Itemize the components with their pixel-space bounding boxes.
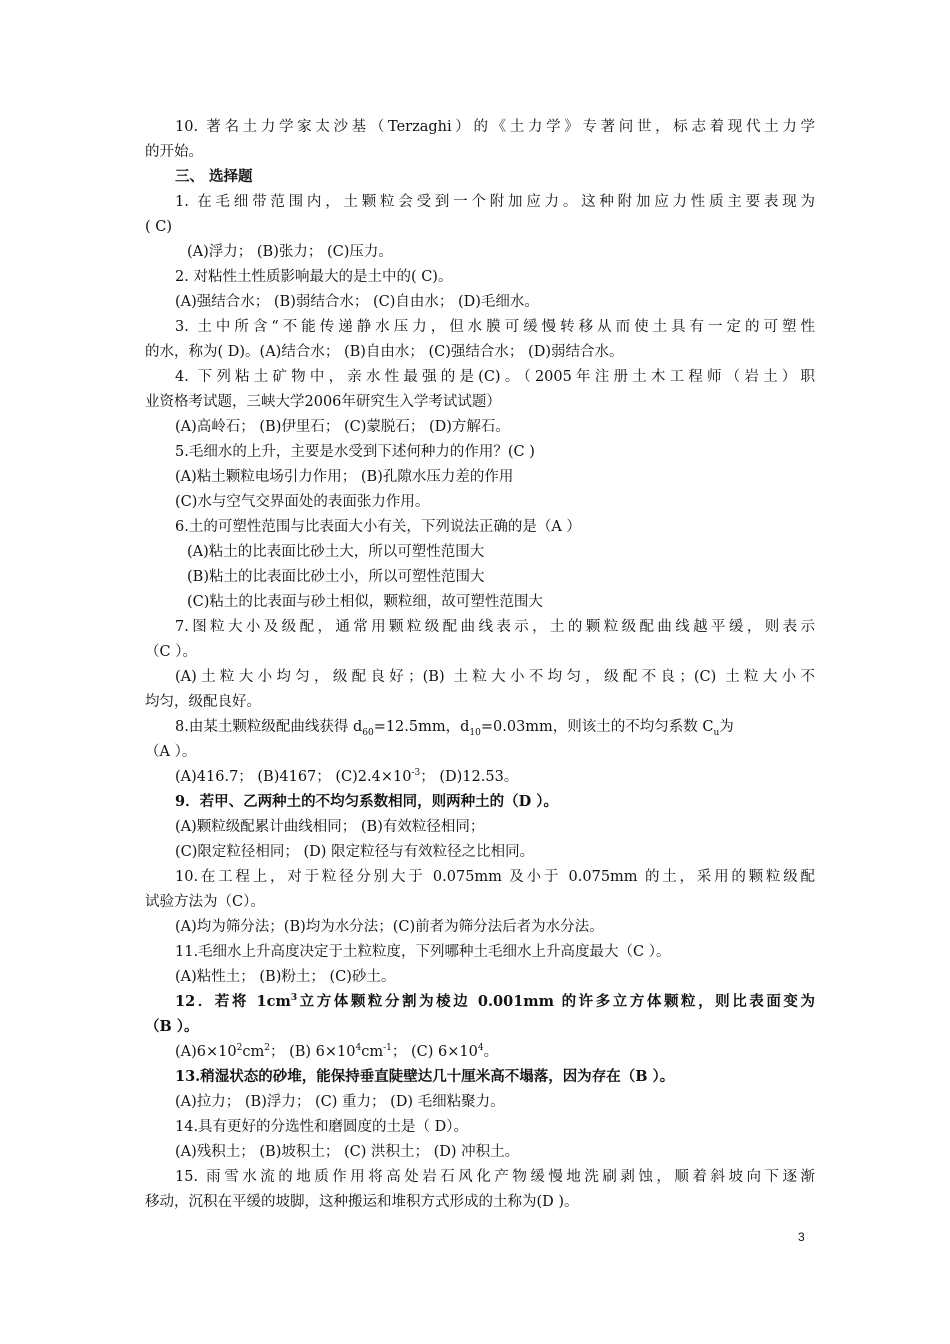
options-line: (A)颗粒级配累计曲线相同； (B)有效粒径相同；	[175, 819, 485, 835]
options-line: (A)强结合水； (B)弱结合水； (C)自由水； (D)毛细水。	[175, 294, 539, 310]
question-3: 3. 土中所含“不能传递静水压力，但水膜可缓慢转移从而使土具有一定的可塑性	[175, 319, 815, 335]
page-number: 3	[798, 1230, 805, 1244]
text-line: ( C)	[145, 219, 173, 235]
question-5: 5.毛细水的上升，主要是水受到下述何种力的作用？(C )	[175, 444, 535, 460]
question-6: 6.土的可塑性范围与比表面大小有关，下列说法正确的是（A ）	[175, 519, 581, 535]
text-line: 10. 著名土力学家太沙基（Terzaghi）的《土力学》专著问世，标志着现代土力学	[175, 119, 815, 135]
text-line: （B ）。	[145, 1018, 199, 1035]
options-line: (A)残积土； (B)坡积土； (C) 洪积土； (D) 冲积土。	[175, 1144, 520, 1160]
text-line: 的开始。	[145, 144, 203, 160]
options-line: (A)粘土颗粒电场引力作用； (B)孔隙水压力差的作用	[175, 469, 514, 485]
question-12: 12．若将 $1cm^3$立方体颗粒分割为棱边 0.001mm 的许多立方体颗粒，则比表面变为	[175, 993, 815, 1010]
options-line: (B)粘土的比表面比砂土小，所以可塑性范围大	[187, 569, 485, 585]
section-heading: 三、 选择题	[175, 168, 253, 185]
options-line: (A)拉力； (B)浮力； (C) 重力； (D) 毛细粘聚力。	[175, 1094, 505, 1110]
question-4: 4. 下列粘土矿物中，亲水性最强的是(C)。（2005年注册土木工程师（岩土）职	[175, 369, 815, 385]
options-line: (A)均为筛分法；(B)均为水分法；(C)前者为筛分法后者为水分法。	[175, 919, 604, 935]
text-line: 业资格考试题，三峡大学2006年研究生入学考试试题）	[145, 394, 501, 410]
question-13: 13.稍湿状态的砂堆，能保持垂直陡壁达几十厘米高不塌落，因为存在（B ）。	[175, 1068, 675, 1085]
options-line: (C)水与空气交界面处的表面张力作用。	[175, 494, 430, 510]
options-line: (A)高岭石； (B)伊里石； (C)蒙脱石； (D)方解石。	[175, 419, 510, 435]
options-line: (A)土粒大小均匀，级配良好；(B) 土粒大小不均匀，级配不良；(C) 土粒大小不	[175, 669, 815, 685]
question-2: 2. 对粘性土性质影响最大的是土中的( C)。	[175, 269, 453, 285]
question-14: 14.具有更好的分选性和磨圆度的土是（ D）。	[175, 1119, 469, 1135]
question-1: 1. 在毛细带范围内，土颗粒会受到一个附加应力。这种附加应力性质主要表现为	[175, 194, 815, 210]
text-line: 的水，称为( D)。(A)结合水； (B)自由水； (C)强结合水； (D)弱结合水。	[145, 344, 624, 360]
options-line: (A)粘性土； (B)粉土； (C)砂土。	[175, 969, 396, 985]
text-line: （C ）。	[145, 644, 197, 660]
options-line: (A)浮力； (B)张力； (C)压力。	[187, 244, 393, 260]
options-line: (A)416.7； (B)4167； $(C)2.4\times 10^{-3}$； (D)12.53。	[175, 768, 519, 785]
text-line: 试验方法为（C）。	[145, 894, 265, 910]
options-line: $(A)6\times 10^2cm^2$； (B) $6\times 10^4cm^{-1}$； (C) $6\times 10^4$。	[175, 1043, 499, 1060]
question-10: 10.在工程上，对于粒径分别大于 0.075mm 及小于 0.075mm 的土，采用的颗粒级配	[175, 869, 815, 885]
text-line: 移动，沉积在平缓的坡脚，这种搬运和堆积方式形成的土称为(D )。	[145, 1194, 579, 1210]
text-line: （A ）。	[145, 744, 197, 760]
question-7: 7.图粒大小及级配，通常用颗粒级配曲线表示，土的颗粒级配曲线越平缓，则表示	[175, 619, 815, 635]
question-15: 15. 雨雪水流的地质作用将高处岩石风化产物缓慢地洗刷剥蚀，顺着斜坡向下逐渐	[175, 1169, 815, 1185]
text-line: 均匀，级配良好。	[145, 694, 261, 710]
options-line: (C)限定粒径相同； (D) 限定粒径与有效粒径之比相同。	[175, 844, 535, 860]
question-9: 9．若甲、乙两种土的不均匀系数相同，则两种土的（D ）。	[175, 793, 558, 810]
question-11: 11.毛细水上升高度决定于土粒粒度，下列哪种土毛细水上升高度最大（C ）。	[175, 944, 671, 960]
options-line: (A)粘土的比表面比砂土大，所以可塑性范围大	[187, 544, 485, 560]
options-line: (C)粘土的比表面与砂土相似，颗粒细，故可塑性范围大	[187, 594, 543, 610]
question-8: 8.由某土颗粒级配曲线获得 $d_{60}=12.5mm$，$d_{10}=0.03mm$，则该土的不均匀系数 $C_u$为	[175, 719, 734, 738]
